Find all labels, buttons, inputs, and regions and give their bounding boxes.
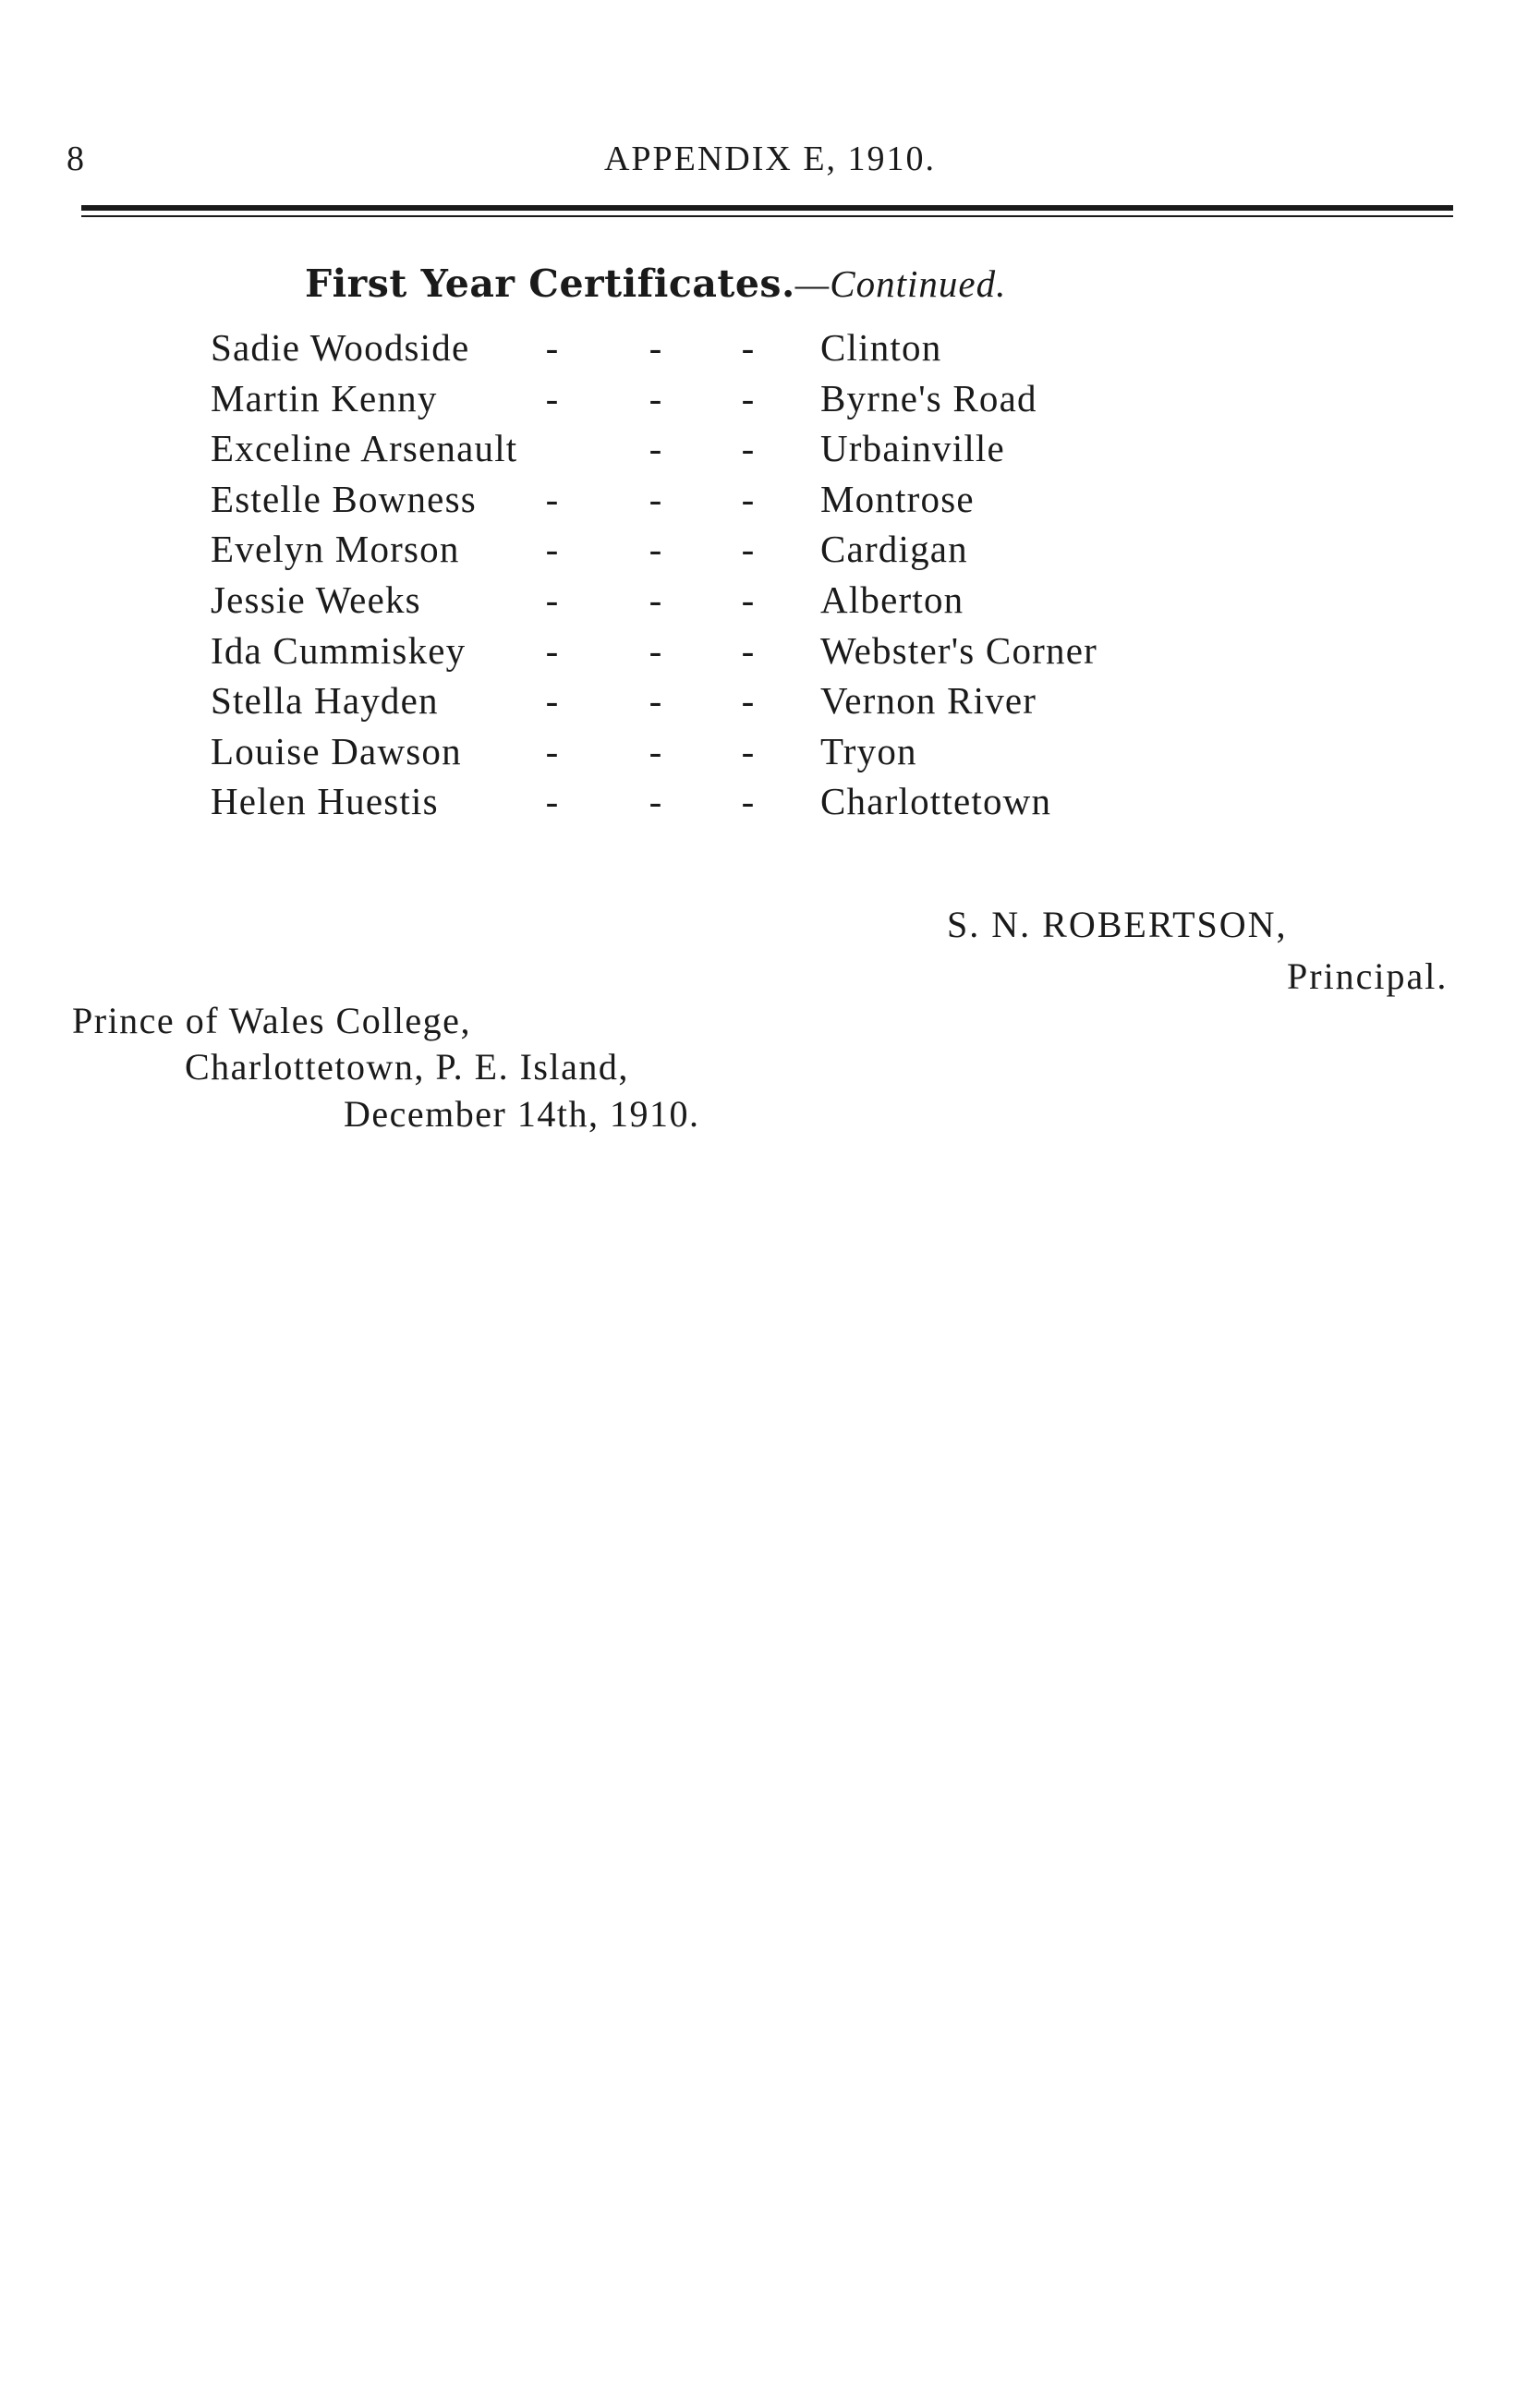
leader-dash: -	[741, 577, 756, 621]
header-rule-thin	[81, 215, 1453, 217]
section-heading-continued: —Continued.	[794, 262, 1007, 305]
student-name: Louise Dawson	[211, 729, 462, 772]
leader-dash: -	[741, 628, 756, 672]
section-heading	[305, 261, 1006, 306]
list-item	[211, 325, 1273, 376]
address-line-1: Prince of Wales College,	[72, 1000, 471, 1041]
header-rule-thick	[81, 205, 1453, 211]
student-place: Charlottetown	[820, 780, 1052, 823]
student-name: Jessie Weeks	[211, 577, 421, 621]
student-name: Sadie Woodside	[211, 326, 470, 369]
leader-dash: -	[545, 326, 560, 369]
leader-dash: -	[741, 427, 756, 470]
leader-dash: -	[741, 679, 756, 723]
student-place: Vernon River	[820, 679, 1037, 723]
student-place: Byrne's Road	[820, 376, 1037, 419]
address-line-2: Charlottetown, P. E. Island,	[185, 1046, 629, 1088]
leader-dash: -	[545, 577, 560, 621]
student-name: Helen Huestis	[211, 780, 439, 823]
student-place: Webster's Corner	[820, 628, 1097, 672]
leader-dash: -	[649, 477, 663, 520]
student-name: Exceline Arsenault	[211, 427, 518, 470]
leader-dash: -	[649, 427, 663, 470]
signature-title: Principal.	[1287, 955, 1449, 997]
student-place: Alberton	[820, 577, 964, 621]
student-place: Clinton	[820, 326, 942, 369]
leader-dash: -	[649, 528, 663, 571]
leader-dash: -	[741, 376, 756, 419]
leader-dash: -	[649, 577, 663, 621]
leader-dash: -	[649, 780, 663, 823]
leader-dash: -	[741, 528, 756, 571]
list-item	[211, 628, 1273, 679]
leader-dash: -	[741, 477, 756, 520]
list-item	[211, 779, 1273, 830]
student-place: Cardigan	[820, 528, 968, 571]
leader-dash: -	[741, 326, 756, 369]
student-name: Martin Kenny	[211, 376, 438, 419]
leader-dash: -	[545, 528, 560, 571]
certificate-list	[211, 325, 1273, 830]
leader-dash: -	[649, 729, 663, 772]
student-name: Stella Hayden	[211, 679, 439, 723]
leader-dash: -	[545, 679, 560, 723]
section-heading-title: First Year Certificates.	[305, 261, 795, 306]
leader-dash: -	[649, 326, 663, 369]
leader-dash: -	[649, 679, 663, 723]
list-item	[211, 678, 1273, 729]
student-name: Estelle Bowness	[211, 477, 477, 520]
student-place: Urbainville	[820, 427, 1005, 470]
list-item	[211, 376, 1273, 427]
list-item	[211, 729, 1273, 780]
student-place: Tryon	[820, 729, 917, 772]
leader-dash: -	[649, 628, 663, 672]
leader-dash: -	[741, 780, 756, 823]
leader-dash: -	[545, 628, 560, 672]
page-number: 8	[67, 140, 84, 178]
running-head: APPENDIX E, 1910.	[603, 140, 937, 178]
leader-dash: -	[545, 477, 560, 520]
list-item	[211, 477, 1273, 528]
student-name: Ida Cummiskey	[211, 628, 467, 672]
signature-name: S. N. ROBERTSON,	[947, 904, 1288, 945]
leader-dash: -	[545, 729, 560, 772]
leader-dash: -	[649, 376, 663, 419]
leader-dash: -	[741, 729, 756, 772]
list-item	[211, 577, 1273, 628]
list-item	[211, 527, 1273, 577]
student-name: Evelyn Morson	[211, 528, 460, 571]
list-item	[211, 426, 1273, 477]
student-place: Montrose	[820, 477, 975, 520]
leader-dash: -	[545, 376, 560, 419]
leader-dash: -	[545, 780, 560, 823]
address-line-3: December 14th, 1910.	[344, 1093, 700, 1135]
